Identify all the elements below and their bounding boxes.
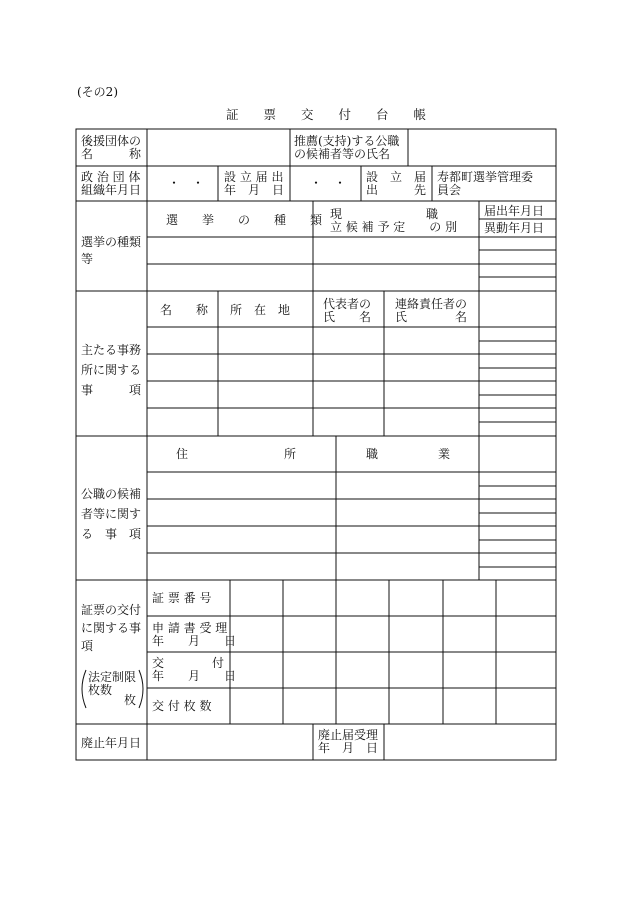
office-name-header: 名 称 xyxy=(160,303,209,317)
representative-name-header: 代表者の 氏 名 xyxy=(323,297,372,324)
page-title: 証 票 交 付 台 帳 xyxy=(226,107,427,122)
candidate-name-label: 推薦(支持)する公職 の候補者等の氏名 xyxy=(294,134,400,161)
certificate-issuance-section-label: 証票の交付 に関する事 項 xyxy=(81,603,142,653)
legal-limit-label: 法定制限 枚数 xyxy=(88,670,137,697)
application-received-date-label: 申 請 書 受 理 年 月 日 xyxy=(152,621,237,648)
candidate-section-label: 公職の候補 者等に関す る 事 項 xyxy=(81,487,142,541)
election-type-section-label: 選挙の種類 等 xyxy=(81,235,142,266)
contact-person-name-header: 連絡責任者の 氏 名 xyxy=(395,297,468,324)
abolition-date-label: 廃止年月日 xyxy=(81,736,142,750)
notice-date-header: 届出年月日 xyxy=(484,204,545,218)
legal-limit-right-paren xyxy=(139,670,143,708)
office-location-header: 所 在 地 xyxy=(230,303,291,317)
issue-date-label: 交 付 年 月 日 xyxy=(152,656,237,683)
main-office-section-label: 主たる事務 所に関する 事 項 xyxy=(81,343,142,397)
incumbent-candidate-status-header: 現 職 立 候 補 予 定 の 別 xyxy=(330,207,458,234)
notice-date-dots: ・ ・ xyxy=(310,176,347,190)
political-org-date-label: 政 治 団 体 組織年月日 xyxy=(81,170,142,197)
support-group-name-label: 後援団体の 名 称 xyxy=(81,134,142,161)
candidate-occupation-header: 職 業 xyxy=(366,447,451,461)
org-date-dots: ・ ・ xyxy=(168,176,205,190)
election-committee-name: 寿都町選挙管理委 員会 xyxy=(437,170,534,197)
election-kind-header: 選 挙 の 種 類 xyxy=(166,213,323,227)
candidate-address-header: 住 所 xyxy=(176,447,297,461)
form-number-note: (その2) xyxy=(77,85,118,99)
legal-limit-left-paren xyxy=(82,670,86,708)
abolition-notice-received-label: 廃止届受理 年 月 日 xyxy=(318,728,379,755)
change-date-header: 異動年月日 xyxy=(484,221,545,235)
notice-destination-label: 設 立 届 出 先 xyxy=(366,170,427,197)
certificate-number-label: 証 票 番 号 xyxy=(152,591,212,605)
sheets-unit: 枚 xyxy=(124,693,137,707)
establish-notice-date-label: 設 立 届 出 年 月 日 xyxy=(224,170,285,197)
issued-count-label: 交 付 枚 数 xyxy=(152,699,212,713)
